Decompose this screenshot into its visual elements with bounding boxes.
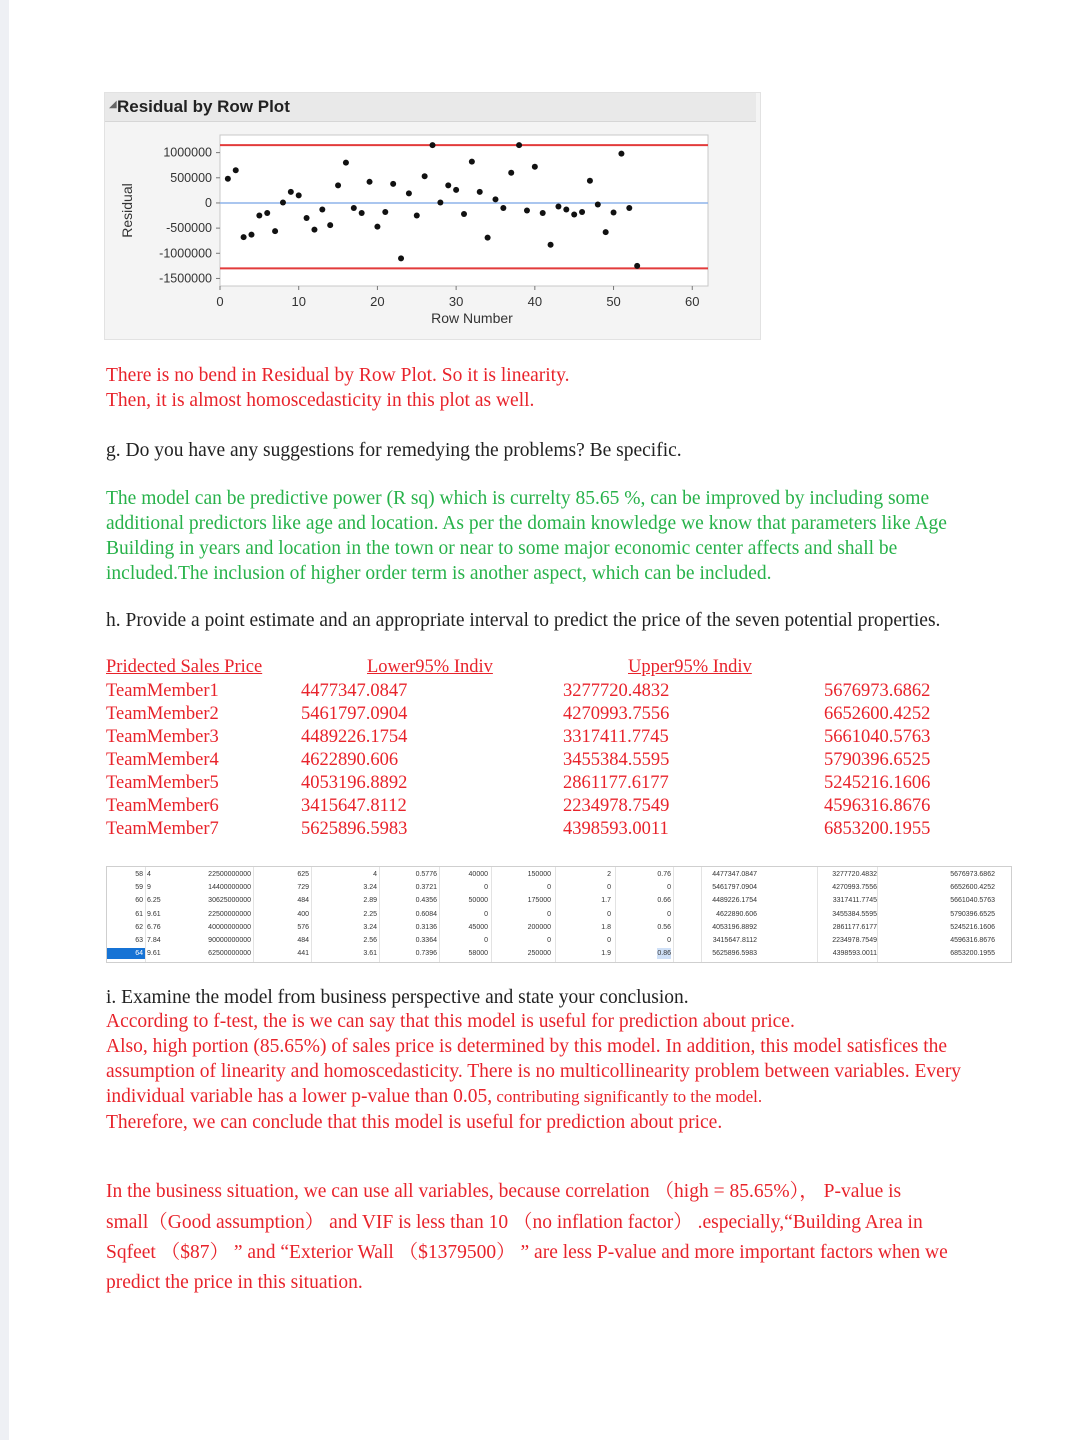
table-cell: 1.9 [601, 950, 611, 958]
pred-row-value: 5661040.5763 [824, 727, 931, 747]
table-cell: 0 [667, 910, 671, 918]
table-cell: 3.24 [363, 923, 377, 931]
table-cell: 1.7 [601, 897, 611, 905]
table-cell: 22500000000 [208, 871, 251, 878]
table-cell: 150000 [527, 871, 551, 878]
residual-chart-panel [104, 92, 761, 340]
residual-point [626, 205, 632, 211]
pred-row-value: 3455384.5595 [563, 750, 670, 770]
pred-row-value: 6853200.1955 [824, 819, 931, 839]
answer-f-line-1: There is no bend in Residual by Row Plot. So it is linearity. [106, 365, 570, 386]
answer-i-line-3: assumption of linearity and homoscedasticity. There is no multicollinearity problem between variables. Every [106, 1061, 962, 1082]
residual-point [500, 205, 506, 211]
row-number: 61 [135, 910, 143, 918]
table-cell: 576 [297, 923, 309, 931]
answer-g-line-2: additional predictors like age and location. As per the domain knowledge we know that parameters like Age [106, 513, 947, 534]
table-cell: 5661040.5763 [950, 897, 995, 905]
table-cell: 250000 [527, 950, 551, 958]
conclusion-line-2: small（Good assumption） and VIF is less than 10 （no inflation factor） .especially,“Building Area in [106, 1212, 923, 1233]
table-row[interactable] [107, 882, 1011, 893]
residual-point [351, 205, 357, 211]
residual-point [264, 210, 270, 216]
residual-point [611, 210, 617, 216]
table-cell: 14400000000 [208, 884, 251, 892]
x-tick-label: 10 [291, 294, 306, 309]
table-cell: 0 [547, 910, 551, 918]
table-cell: 1.8 [601, 923, 611, 931]
conclusion-line-4: predict the price in this situation. [106, 1272, 363, 1293]
row-number: 63 [135, 937, 143, 944]
table-cell: 441 [297, 950, 309, 958]
disclosure-triangle-icon[interactable]: ◢ [109, 99, 117, 110]
residual-point [311, 227, 317, 233]
table-cell: 9.61 [147, 910, 161, 918]
pred-row-value: 5676973.6862 [824, 681, 931, 701]
residual-point [382, 209, 388, 215]
table-cell: 0 [484, 937, 488, 944]
table-cell: 45000 [468, 923, 488, 931]
residual-point [477, 189, 483, 195]
table-cell: 62500000000 [208, 950, 251, 958]
table-cell: 9.61 [147, 950, 161, 958]
residual-point [540, 210, 546, 216]
residual-point [548, 242, 554, 248]
table-cell: 0.6084 [415, 910, 437, 918]
x-tick-label: 50 [606, 294, 621, 309]
residual-point [634, 263, 640, 269]
table-row[interactable] [107, 948, 1011, 959]
table-cell: 175000 [527, 897, 551, 905]
question-h: h. Provide a point estimate and an appropriate interval to predict the price of the seven potential properties. [106, 610, 941, 631]
y-tick-label: 1000000 [163, 145, 212, 160]
pred-row-value: 4477347.0847 [301, 681, 408, 701]
table-cell: 9 [147, 884, 151, 892]
table-cell: 0 [607, 910, 611, 918]
residual-point [492, 196, 498, 202]
table-cell: 0.56 [657, 923, 671, 931]
pred-row-label: TeamMember5 [106, 773, 219, 793]
row-number: 60 [135, 897, 143, 905]
table-cell: 400 [297, 910, 309, 918]
residual-point [414, 213, 420, 219]
residual-point [453, 187, 459, 193]
x-axis-label: Row Number [431, 310, 513, 326]
table-cell: 4596316.8676 [950, 937, 995, 944]
table-cell: 5790396.6525 [950, 910, 995, 918]
pred-row-label: TeamMember1 [106, 681, 219, 701]
y-tick-label: -1500000 [159, 271, 212, 286]
pred-row-value: 5790396.6525 [824, 750, 931, 770]
residual-scatter-plot [105, 123, 756, 337]
table-cell: 0.4356 [415, 897, 437, 905]
answer-i-line-4-part-1: individual variable has a lower p-value than 0.05, [106, 1086, 493, 1107]
y-tick-label: 500000 [170, 170, 212, 185]
pred-row-label: TeamMember2 [106, 704, 219, 724]
row-number: 64 [107, 948, 145, 959]
question-i: i. Examine the model from business perspective and state your conclusion. [106, 987, 689, 1008]
table-cell: 50000 [468, 897, 488, 905]
table-cell: 3277720.4832 [832, 871, 877, 878]
table-cell: 2.56 [363, 937, 377, 944]
pred-row-value: 5461797.0904 [301, 704, 408, 724]
table-row[interactable] [107, 909, 1011, 920]
answer-i-line-4 [106, 1084, 762, 1109]
residual-point [335, 182, 341, 188]
table-cell: 2861177.6177 [832, 923, 877, 931]
residual-point [272, 228, 278, 234]
residual-point [516, 142, 522, 148]
table-cell: 3317411.7745 [832, 897, 877, 905]
residual-point [319, 206, 325, 212]
row-number: 59 [135, 884, 143, 892]
x-tick-label: 0 [216, 294, 224, 309]
residual-point [359, 210, 365, 216]
chart-title: Residual by Row Plot [117, 97, 290, 116]
table-cell: 0 [484, 884, 488, 892]
pred-row-value: 3317411.7745 [563, 727, 669, 747]
question-g: g. Do you have any suggestions for remedying the problems? Be specific. [106, 440, 682, 461]
table-cell: 0 [607, 884, 611, 892]
x-tick-label: 20 [370, 294, 385, 309]
table-row[interactable] [107, 895, 1011, 906]
table-cell: 3.24 [363, 884, 377, 892]
pred-row-label: TeamMember7 [106, 819, 219, 839]
table-cell: 625 [297, 871, 309, 878]
table-cell: 2 [607, 871, 611, 878]
table-cell: 4270993.7556 [832, 884, 877, 892]
pred-row-value: 3415647.8112 [301, 796, 407, 816]
table-cell: 0.76 [657, 871, 671, 878]
table-cell: 90000000000 [208, 937, 251, 944]
residual-point [571, 212, 577, 218]
y-tick-label: 0 [205, 195, 212, 210]
table-cell: 0.5776 [415, 871, 437, 878]
residual-point [233, 167, 239, 173]
table-cell: 0 [667, 884, 671, 892]
table-cell: 4398593.0011 [832, 950, 877, 958]
table-cell: 0.3721 [415, 884, 437, 892]
table-cell: 5625896.5983 [712, 950, 757, 958]
plot-area [220, 135, 708, 286]
conclusion-line-3: Sqfeet （$87） ” and “Exterior Wall （$1379500） ” are less P-value and more important factors when we [106, 1242, 948, 1263]
pred-row-value: 2234978.7549 [563, 796, 670, 816]
x-tick-label: 60 [685, 294, 700, 309]
table-cell: 729 [297, 884, 309, 892]
residual-point [422, 173, 428, 179]
pred-header-upper: Upper95% Indiv [628, 657, 752, 677]
answer-g-line-3: Building in years and location in the town or near to some major economic center affects and shall be [106, 538, 898, 559]
residual-point [304, 215, 310, 221]
table-cell: 484 [297, 937, 309, 944]
table-cell: 6.25 [147, 897, 161, 905]
residual-point [225, 176, 231, 182]
residual-point [595, 201, 601, 207]
y-axis-label: Residual [119, 183, 135, 238]
residual-point [469, 159, 475, 165]
pred-row-value: 5245216.1606 [824, 773, 931, 793]
table-cell: 58000 [468, 950, 488, 958]
residual-point [343, 160, 349, 166]
table-row[interactable] [107, 869, 1011, 880]
table-cell: 0.3136 [415, 923, 437, 931]
answer-i-line-4-part-2: contributing significantly to the model. [492, 1087, 763, 1106]
row-number: 58 [135, 871, 143, 878]
answer-i-line-1: According to f-test, the is we can say that this model is useful for prediction about price. [106, 1011, 795, 1032]
residual-point [555, 203, 561, 209]
table-cell: 7.84 [147, 937, 161, 944]
pred-header-price: Pridected Sales Price [106, 657, 263, 677]
table-cell: 0 [547, 884, 551, 892]
table-cell: 6652600.4252 [950, 884, 995, 892]
table-cell: 0.86 [657, 950, 671, 958]
table-cell: 6853200.1955 [950, 950, 995, 958]
table-cell: 4477347.0847 [712, 871, 757, 878]
row-number: 62 [135, 923, 143, 931]
table-row[interactable] [107, 935, 1011, 946]
table-cell: 5461797.0904 [712, 884, 757, 892]
answer-g-line-4: included.The inclusion of higher order term is another aspect, which can be included. [106, 563, 772, 584]
table-cell: 0 [484, 910, 488, 918]
x-tick-label: 30 [448, 294, 464, 309]
pred-row-value: 4053196.8892 [301, 773, 408, 793]
residual-point [508, 170, 514, 176]
residual-point [524, 208, 530, 214]
table-cell: 22500000000 [208, 910, 251, 918]
residual-point [437, 199, 443, 205]
residual-point [430, 142, 436, 148]
residual-point [241, 234, 247, 240]
table-cell: 0 [607, 937, 611, 944]
residual-point [406, 190, 412, 196]
table-cell: 4489226.1754 [712, 897, 757, 905]
table-cell: 5245216.1606 [950, 923, 995, 931]
pred-row-value: 4398593.0011 [563, 819, 669, 839]
table-cell: 4 [147, 871, 151, 878]
table-row[interactable] [107, 922, 1011, 933]
residual-point [288, 189, 294, 195]
table-cell: 6.76 [147, 923, 161, 931]
residual-point [280, 199, 286, 205]
data-table [106, 866, 1012, 963]
y-tick-label: -1000000 [159, 246, 212, 261]
table-cell: 0 [547, 937, 551, 944]
table-cell: 30625000000 [208, 897, 251, 905]
residual-point [563, 206, 569, 212]
table-cell: 2234978.7549 [832, 937, 877, 944]
residual-point [485, 235, 491, 241]
residual-point [603, 229, 609, 235]
table-cell: 2.25 [363, 910, 377, 918]
residual-point [374, 224, 380, 230]
residual-point [587, 178, 593, 184]
pred-row-value: 4489226.1754 [301, 727, 408, 747]
conclusion-line-1: In the business situation, we can use all variables, because correlation （high = 85.65%）， P-value is [106, 1181, 902, 1202]
x-tick-label: 40 [527, 294, 543, 309]
pred-header-lower: Lower95% Indiv [367, 657, 493, 677]
chart-header[interactable] [105, 93, 756, 122]
residual-point [296, 192, 302, 198]
answer-i-line-2: Also, high portion (85.65%) of sales price is determined by this model. In addition, this model satisfices the [106, 1036, 948, 1057]
answer-i-line-5: Therefore, we can conclude that this model is useful for prediction about price. [106, 1112, 723, 1133]
table-cell: 0.3364 [415, 937, 437, 944]
pred-row-value: 2861177.6177 [563, 773, 669, 793]
pred-row-label: TeamMember4 [106, 750, 219, 770]
residual-point [256, 213, 262, 219]
page-edge [0, 0, 9, 1440]
residual-point [398, 255, 404, 261]
pred-row-value: 4622890.606 [301, 750, 399, 770]
table-cell: 4053196.8892 [712, 923, 757, 931]
pred-row-label: TeamMember3 [106, 727, 219, 747]
table-cell: 2.89 [363, 897, 377, 905]
table-cell: 4 [373, 871, 377, 878]
pred-row-value: 5625896.5983 [301, 819, 408, 839]
table-cell: 0.66 [657, 897, 671, 905]
residual-point [248, 232, 254, 238]
pred-row-value: 3277720.4832 [563, 681, 670, 701]
pred-row-value: 6652600.4252 [824, 704, 931, 724]
pred-row-value: 4596316.8676 [824, 796, 931, 816]
table-cell: 5676973.6862 [950, 871, 995, 878]
table-cell: 0 [667, 937, 671, 944]
table-cell: 40000 [468, 871, 488, 878]
table-cell: 3.61 [363, 950, 377, 958]
pred-row-label: TeamMember6 [106, 796, 219, 816]
residual-point [579, 209, 585, 215]
y-tick-label: -500000 [166, 221, 212, 236]
table-cell: 0.7396 [415, 950, 437, 958]
residual-point [618, 151, 624, 157]
table-cell: 4622890.606 [716, 910, 757, 918]
table-cell: 3415647.8112 [712, 937, 757, 944]
table-cell: 3455384.5595 [832, 910, 877, 918]
residual-point [390, 181, 396, 187]
residual-point [461, 211, 467, 217]
residual-point [532, 164, 538, 170]
answer-f-line-2: Then, it is almost homoscedasticity in this plot as well. [106, 390, 535, 411]
residual-point [445, 182, 451, 188]
pred-row-value: 4270993.7556 [563, 704, 670, 724]
residual-point [327, 222, 333, 228]
residual-point [367, 179, 373, 185]
table-cell: 200000 [527, 923, 551, 931]
answer-g-line-1: The model can be predictive power (R sq) which is currelty 85.65 %, can be improved by including some [106, 488, 930, 509]
table-cell: 484 [297, 897, 309, 905]
table-cell: 40000000000 [208, 923, 251, 931]
